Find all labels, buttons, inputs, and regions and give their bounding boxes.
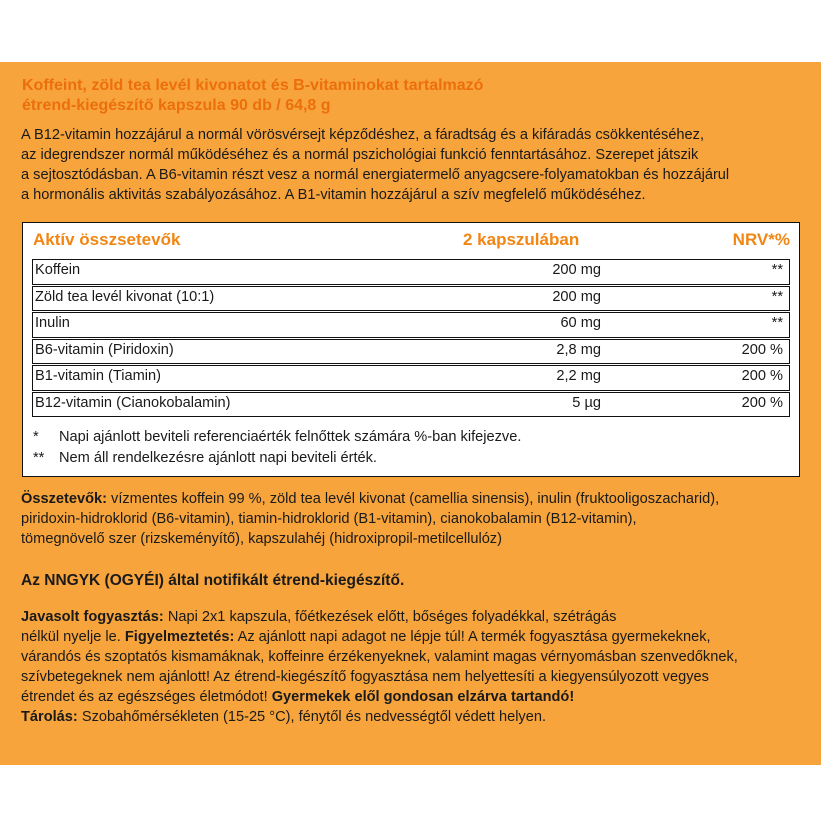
row-amount: 200 mg bbox=[552, 288, 601, 305]
usage-text: Napi 2x1 kapszula, főétkezések előtt, bőséges folyadékkal, szétrágás bbox=[163, 609, 617, 625]
header-nrv: NRV*% bbox=[732, 230, 790, 249]
table-footnotes bbox=[33, 427, 521, 469]
child-warning: Gyermekek elől gondosan elzárva tartandó! bbox=[271, 689, 575, 705]
ingredients-line bbox=[21, 489, 816, 509]
table-row bbox=[32, 392, 790, 418]
product-title-line: étrend-kiegészítő kapszula 90 db / 64,8 g bbox=[22, 97, 331, 114]
footnote bbox=[33, 427, 521, 448]
ingredients-paragraph bbox=[21, 489, 816, 549]
row-ingredient: B6-vitamin (Piridoxin) bbox=[35, 341, 174, 358]
row-ingredient: B12-vitamin (Cianokobalamin) bbox=[35, 394, 231, 411]
product-title-line: Koffeint, zöld tea levél kivonatot és B-vitaminokat tartalmazó bbox=[22, 77, 484, 94]
table-row bbox=[32, 312, 790, 338]
health-claims-line: A B12-vitamin hozzájárul a normál vörösvérsejt képződéshez, a fáradtság és a kifáradás csökkentéséhez, bbox=[21, 127, 705, 143]
ingredients-line: tömegnövelő szer (rizskeményítő), kapszulahéj (hidroxipropil-metilcellulóz) bbox=[21, 531, 502, 547]
warning-line: várandós és szoptatós kismamáknak, koffeinre érzékenyeknek, valamint magas vérnyomásban szenvedőknek, bbox=[21, 649, 738, 665]
nutrition-table-box bbox=[22, 222, 800, 477]
table-row bbox=[32, 259, 790, 285]
row-amount: 2,8 mg bbox=[556, 341, 601, 358]
row-nrv: ** bbox=[771, 288, 783, 305]
row-amount: 5 µg bbox=[572, 394, 601, 411]
table-row bbox=[32, 286, 790, 312]
ingredients-label: Összetevők: bbox=[21, 491, 107, 507]
row-ingredient: B1-vitamin (Tiamin) bbox=[35, 368, 161, 384]
nutrition-table-header bbox=[23, 223, 799, 259]
row-nrv: 200 % bbox=[741, 368, 783, 384]
row-nrv: ** bbox=[771, 315, 783, 331]
usage-label: Javasolt fogyasztás: bbox=[21, 609, 164, 625]
usage-text: nélkül nyelje le. bbox=[21, 629, 125, 645]
row-amount: 200 mg bbox=[552, 262, 601, 278]
footnote bbox=[33, 448, 521, 469]
row-amount: 2,2 mg bbox=[556, 368, 601, 384]
row-ingredient: Koffein bbox=[35, 262, 81, 278]
footnote-text: Napi ajánlott beviteli referenciaérték felnőttek számára %-ban kifejezve. bbox=[59, 429, 522, 445]
health-claims-paragraph bbox=[21, 125, 811, 205]
health-claims-line: a hormonális aktivitás szabályozásához. A B1-vitamin hozzájárul a szív megfelelő működéséhez. bbox=[21, 187, 646, 203]
storage-line bbox=[21, 707, 816, 727]
usage-line bbox=[21, 607, 816, 627]
row-nrv: ** bbox=[771, 262, 783, 278]
footnote-mark: * bbox=[33, 429, 39, 445]
usage-paragraph bbox=[21, 607, 816, 727]
warning-line: szívbetegeknek nem ajánlott! Az étrend-kiegészítő fogyasztása nem helyettesíti a kiegyensúlyozott vegyes bbox=[21, 669, 709, 685]
warning-label: Figyelmeztetés: bbox=[124, 629, 235, 645]
warning-text: étrendet és az egészséges életmódot! bbox=[21, 689, 272, 705]
table-row bbox=[32, 339, 790, 365]
ingredients-line: piridoxin-hidroklorid (B6-vitamin), tiamin-hidroklorid (B1-vitamin), cianokobalamin (B12-vitamin), bbox=[21, 511, 637, 527]
row-amount: 60 mg bbox=[560, 315, 601, 331]
product-title bbox=[22, 76, 812, 116]
row-nrv: 200 % bbox=[741, 341, 783, 358]
row-nrv: 200 % bbox=[741, 394, 783, 411]
storage-text: Szobahőmérsékleten (15-25 °C), fénytől és nedvességtől védett helyen. bbox=[77, 709, 547, 725]
header-amount: 2 kapszulában bbox=[463, 230, 580, 249]
footnote-text: Nem áll rendelkezésre ajánlott napi beviteli érték. bbox=[59, 450, 377, 466]
warning-line bbox=[21, 687, 816, 707]
footnote-mark: ** bbox=[33, 450, 45, 466]
health-claims-line: az idegrendszer normál működéséhez és a normál pszichológiai funkció fenntartásához. Szerepet játszik bbox=[21, 147, 699, 163]
table-row bbox=[32, 365, 790, 391]
row-ingredient: Zöld tea levél kivonat (10:1) bbox=[35, 288, 215, 305]
warning-text: Az ajánlott napi adagot ne lépje túl! A termék fogyasztása gyermekeknek, bbox=[234, 629, 711, 645]
health-claims-line: a sejtosztódásban. A B6-vitamin részt vesz a normál energiatermelő anyagcsere-folyamatokban és hozzájárul bbox=[21, 167, 730, 183]
ingredients-text: vízmentes koffein 99 %, zöld tea levél kivonat (camellia sinensis), inulin (fruktooligoszacharid), bbox=[106, 491, 720, 507]
notification-statement: Az NNGYK (OGYÉI) által notifikált étrend-kiegészítő. bbox=[21, 572, 405, 589]
usage-line bbox=[21, 627, 816, 647]
nutrition-table-rows bbox=[32, 259, 790, 418]
storage-label: Tárolás: bbox=[21, 709, 78, 725]
row-ingredient: Inulin bbox=[35, 315, 70, 331]
header-ingredient: Aktív összsetevők bbox=[33, 230, 181, 249]
